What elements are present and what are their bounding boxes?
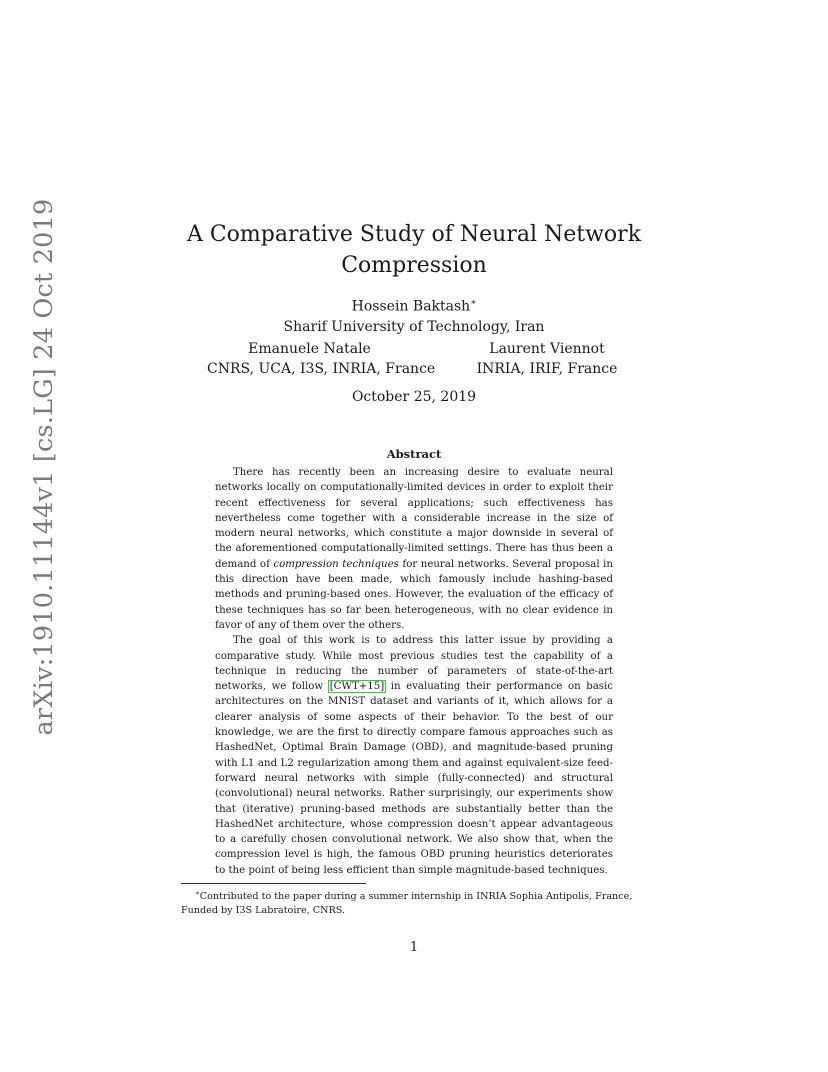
abstract-p1-text-b: for neural networks. Several proposal in this direction have been made, which famously include hashing-based methods and pruning-based ones. However, the evaluation of the efficacy of these techniques has so far been heterogeneous, with no clear evidence in favor of any of them over the others. — [215, 558, 613, 631]
arxiv-identifier-text: arXiv:1910.11144v1 [cs.LG] 24 Oct 2019 — [28, 198, 59, 736]
author-first-name-line — [0, 293, 828, 317]
abstract-p2-text-a: The goal of this work is to address this latter issue by providing a comparative study. While most previous studies test the capability of a technique in reducing the number of parameters of state-of-the-art networks, we follow — [215, 635, 613, 693]
author-third-affiliation: INRIA, IRIF, France — [476, 361, 618, 377]
abstract-heading: Abstract — [386, 447, 442, 461]
abstract-body — [215, 465, 613, 878]
footnote-mark: ∗ — [195, 889, 200, 897]
author-first-name: Hossein Baktash — [351, 298, 471, 315]
publication-date: October 25, 2019 — [351, 389, 477, 405]
abstract-paragraph-1 — [215, 465, 613, 633]
abstract-p1-text-a: There has recently been an increasing desire to evaluate neural networks locally on computationally-limited devices in order to exploit their recent effectiveness for several applications; such effectiveness has nevertheless come together with a considerable increase in the size of modern neural networks, which constitute a major downside in several of the aforementioned computationally-limited settings. There has thus been a demand of — [215, 467, 613, 570]
author-third — [472, 339, 622, 379]
author-first-affiliation: Sharif University of Technology, Iran — [283, 318, 545, 335]
page-number: 1 — [409, 940, 419, 955]
abstract-p2-text-b: in evaluating their performance on basic architectures on the MNIST dataset and variants of it, which allows for a clearer analysis of some aspects of their behavior. To the best of our knowledge, we are the first to directly compare famous approaches such as HashedNet, Optimal Brain Damage (OBD), and magnitude-based pruning with L1 and L2 regularization among them and against equivalent-size feed-forward neural networks with simple (fully-connected) and structural (convolutional) neural networks. Rather surprisingly, our experiments show that (iterative) pruning-based methods are substantially better than the HashedNet architecture, whose compression doesn’t appear advantageous to a carefully chosen convolutional network. We also show that, when the compression level is high, the famous OBD pruning heuristics deteriorates to the point of being less efficient than simple magnitude-based techniques. — [215, 681, 613, 876]
citation-link[interactable]: [CWT+15] — [329, 681, 385, 693]
abstract-p1-emphasis: compression techniques — [273, 558, 399, 570]
author-second — [207, 339, 436, 379]
author-first-footnote-mark: ∗ — [470, 298, 477, 308]
arxiv-identifier-stamp — [28, 198, 59, 736]
author-second-affiliation: CNRS, UCA, I3S, INRIA, France — [207, 361, 436, 377]
footnote-divider — [181, 883, 366, 884]
title-line-2: Compression — [341, 253, 487, 278]
author-third-name: Laurent Viennot — [489, 341, 605, 357]
footnote-text: Contributed to the paper during a summer internship in INRIA Sophia Antipolis, France, Funded by I3S Labratoire, CNRS. — [181, 891, 633, 917]
paper-title — [0, 219, 828, 281]
author-second-name: Emanuele Natale — [248, 341, 371, 357]
author-first — [0, 293, 828, 337]
abstract-paragraph-2 — [215, 633, 613, 878]
footnote — [181, 886, 651, 918]
title-line-1: A Comparative Study of Neural Network — [186, 222, 642, 247]
